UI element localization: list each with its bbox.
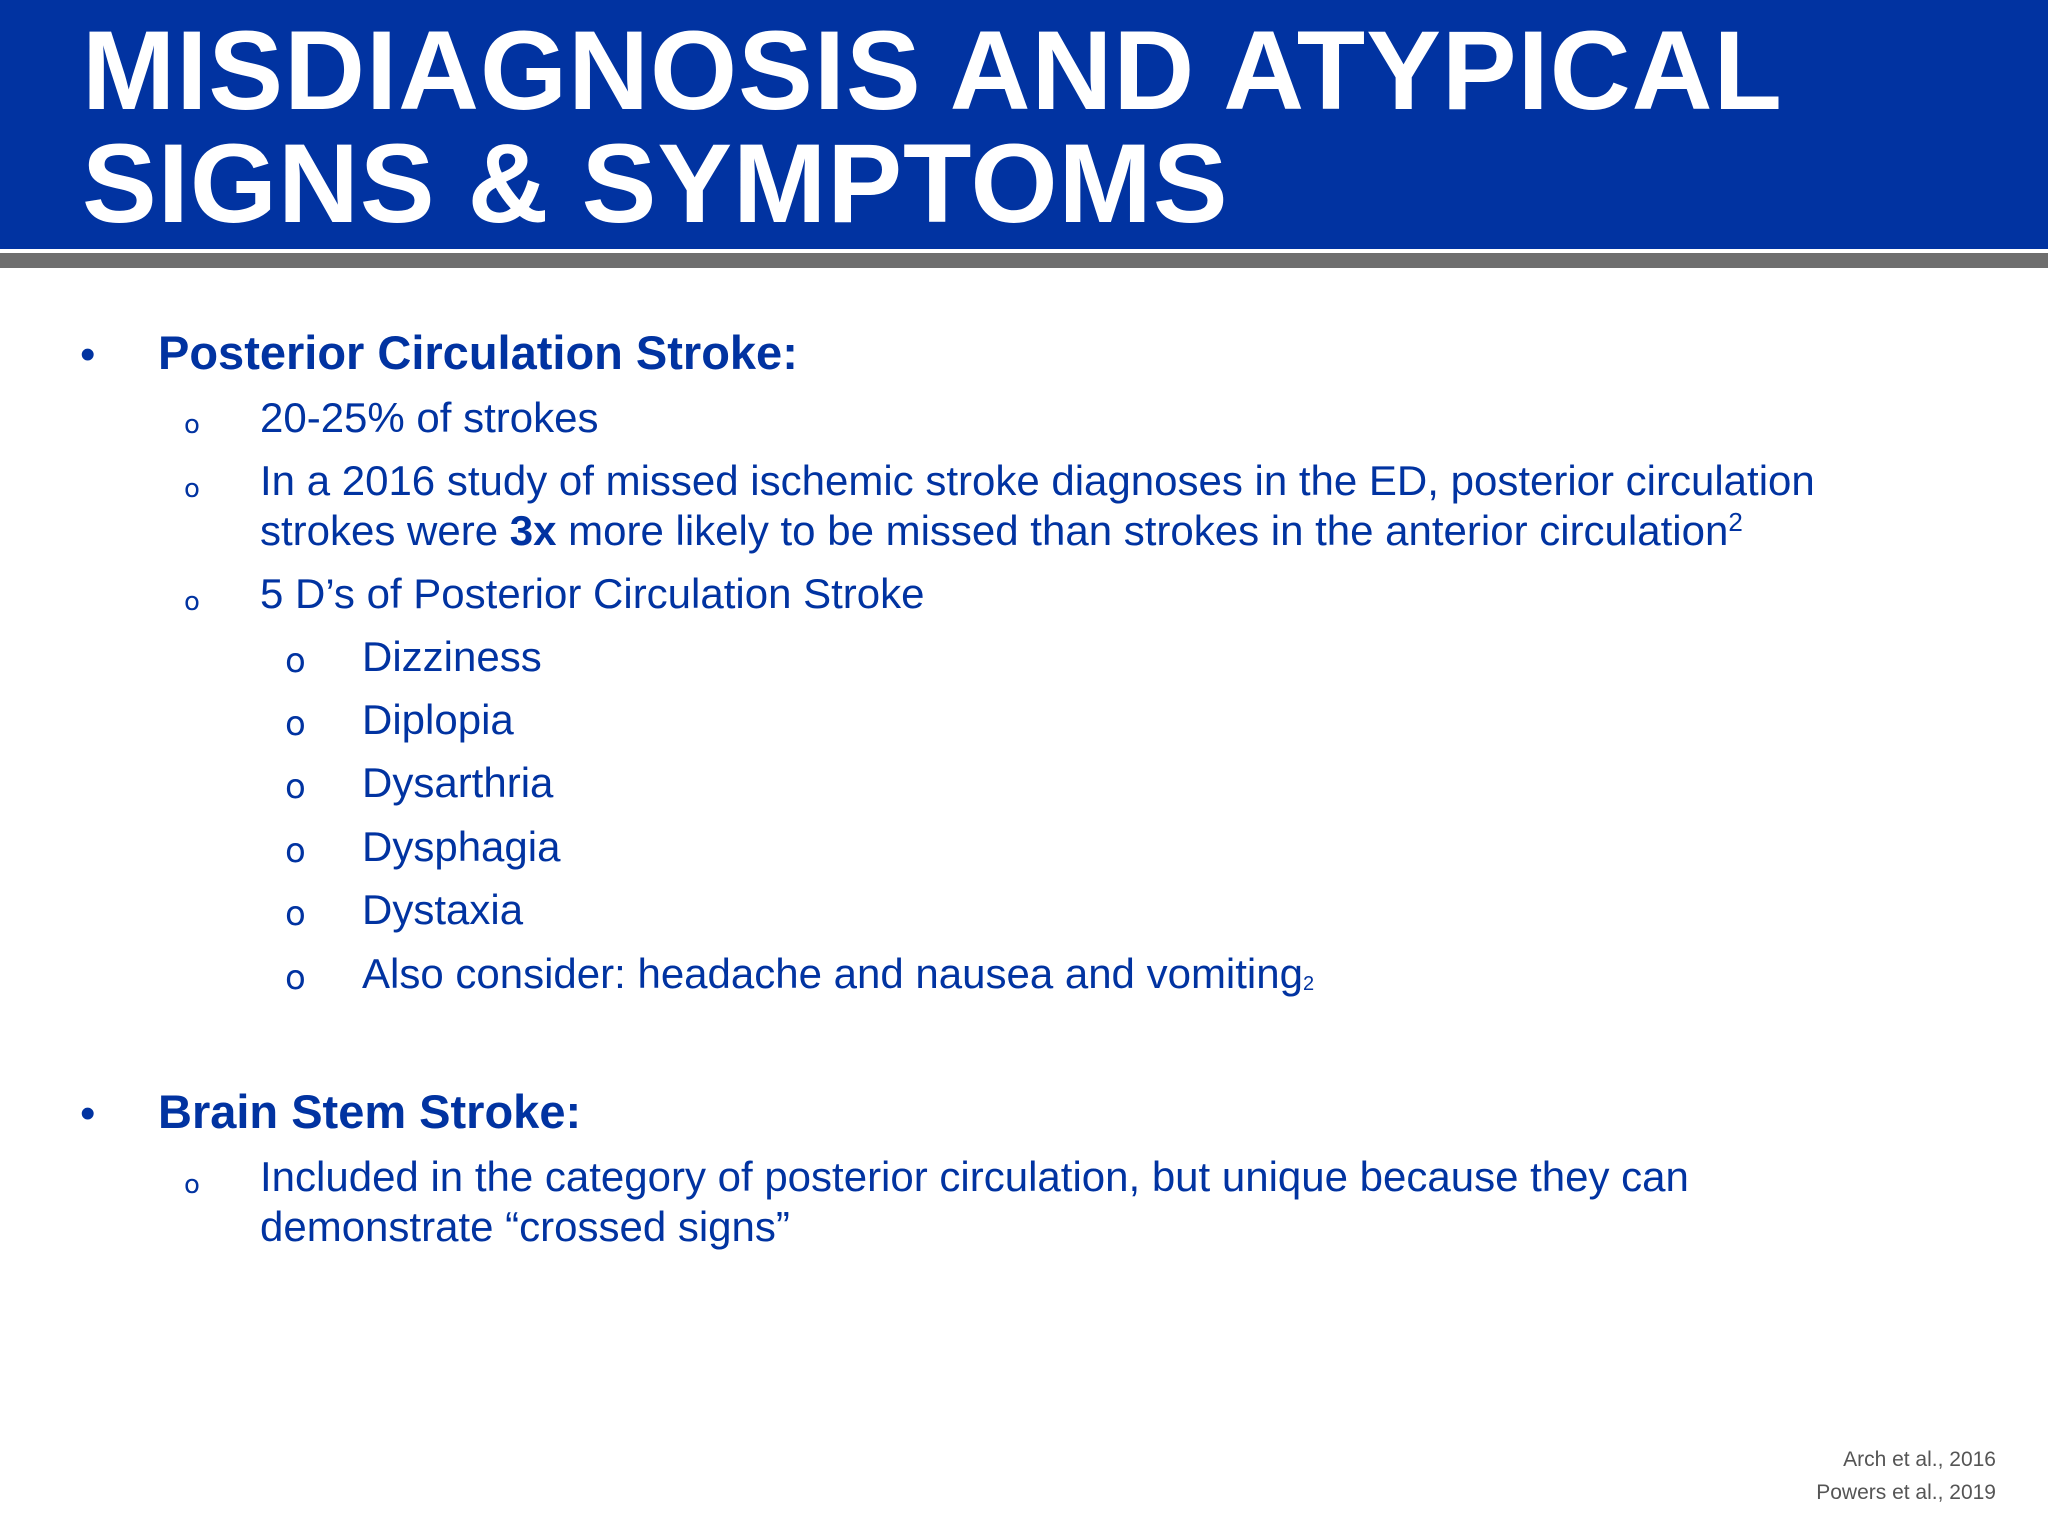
slide-title-line-1: MISDIAGNOSIS AND ATYPICAL (82, 8, 1783, 133)
sub-sub-bullet-marker: o (285, 704, 306, 744)
list-item-crossed-signs (260, 1152, 1689, 1252)
sub-sub-bullet-marker: o (285, 641, 306, 681)
slide-title-line-2: SIGNS & SYMPTOMS (82, 121, 1229, 246)
reference-subscript: 2 (1302, 973, 1315, 995)
sub-sub-bullet-marker: o (285, 767, 306, 807)
text-run: strokes were (260, 507, 510, 554)
sub-sub-bullet-marker: o (285, 831, 306, 871)
citation: Arch et al., 2016 (1843, 1448, 1996, 1471)
list-item-missed-study (260, 456, 1815, 556)
bullet-marker: • (80, 330, 96, 379)
list-item-five-ds: 5 D’s of Posterior Circulation Stroke (260, 570, 925, 617)
sub-bullet-marker: o (184, 410, 200, 440)
list-item-line (260, 506, 1815, 556)
section-heading-brain-stem: Brain Stem Stroke: (158, 1085, 582, 1138)
sub-sub-bullet-marker: o (285, 958, 306, 998)
symptom-item: Diplopia (362, 696, 514, 743)
bullet-marker: • (80, 1089, 96, 1138)
text-run: Also consider: headache and nausea and vomiting (362, 950, 1303, 997)
emphasis-3x: 3x (509, 507, 557, 554)
citation: Powers et al., 2019 (1816, 1481, 1996, 1504)
sub-bullet-marker: o (184, 474, 200, 504)
symptom-item: Dysphagia (362, 823, 561, 870)
sub-sub-bullet-marker: o (285, 894, 306, 934)
list-item-line: Included in the category of posterior circulation, but unique because they can (260, 1153, 1689, 1200)
section-heading-posterior: Posterior Circulation Stroke: (158, 326, 798, 379)
citations (1816, 1443, 1996, 1509)
symptom-item-also-consider (362, 949, 1314, 999)
sub-bullet-marker: o (184, 1170, 200, 1200)
symptom-item: Dizziness (362, 633, 542, 680)
text-run: more likely to be missed than strokes in the anterior circulation (556, 507, 1729, 554)
list-item-line: demonstrate “crossed signs” (260, 1203, 790, 1250)
sub-bullet-marker: o (184, 587, 200, 617)
list-item: 20-25% of strokes (260, 394, 599, 441)
list-item-line: In a 2016 study of missed ischemic stroke diagnoses in the ED, posterior circulation (260, 457, 1815, 504)
reference-superscript: 2 (1728, 507, 1743, 537)
symptom-item: Dystaxia (362, 886, 524, 933)
symptom-item: Dysarthria (362, 759, 554, 806)
